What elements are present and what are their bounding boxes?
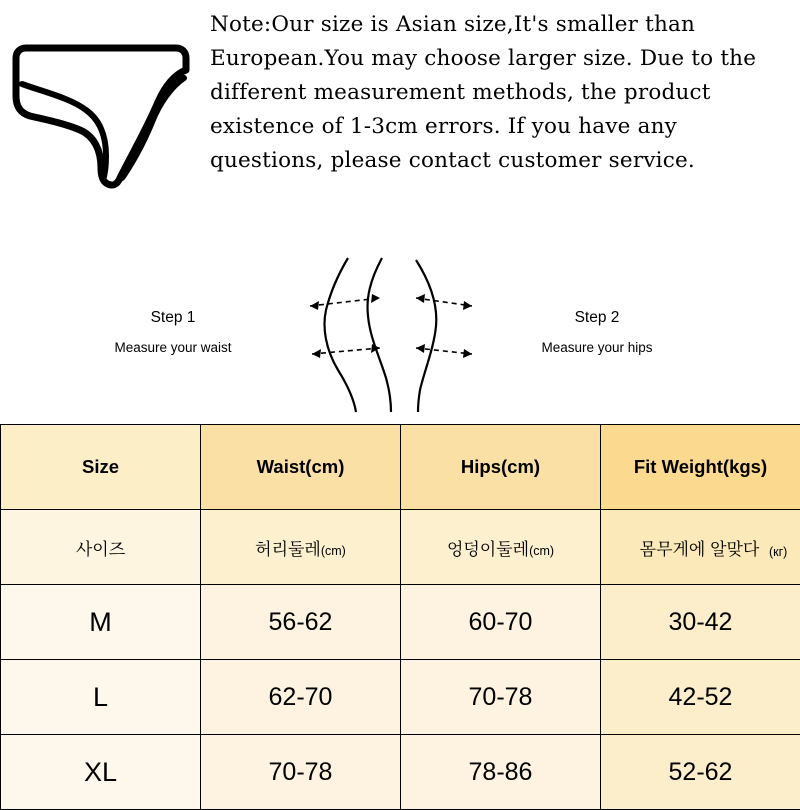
header-hips-ko-unit: (cm) <box>529 544 554 558</box>
cell-weight: 52-62 <box>601 735 800 810</box>
cell-size: M <box>1 585 201 660</box>
header-hips-ko <box>401 510 601 585</box>
table-header-row-ko <box>1 510 800 585</box>
cell-weight: 42-52 <box>601 660 800 735</box>
header-fit-weight-ko-text: 몸무게에 알맞다 <box>640 540 760 559</box>
table-row <box>1 660 800 735</box>
cell-waist: 56-62 <box>201 585 401 660</box>
note-text: Note:Our size is Asian size,It's smaller than European.You may choose larger size. Due to the different measurement methods, the product existence of 1-3cm errors. If you have any questions, please contact customer service. <box>210 8 790 178</box>
step-2-title: Step 2 <box>482 308 712 328</box>
cell-waist: 70-78 <box>201 735 401 810</box>
header-size: Size <box>1 425 201 510</box>
header-waist-ko <box>201 510 401 585</box>
table-header-row-en <box>1 425 800 510</box>
header-hips: Hips(cm) <box>401 425 601 510</box>
cell-size: L <box>1 660 201 735</box>
step-1-subtitle: Measure your waist <box>58 338 288 358</box>
cell-weight: 30-42 <box>601 585 800 660</box>
table-row <box>1 585 800 660</box>
step-1 <box>58 308 288 358</box>
cell-size: XL <box>1 735 201 810</box>
step-2 <box>482 308 712 358</box>
table-row <box>1 735 800 810</box>
header-fit-weight-ko <box>601 510 800 585</box>
measure-steps-section <box>0 246 800 421</box>
cell-hips: 60-70 <box>401 585 601 660</box>
header-hips-ko-text: 엉덩이둘레 <box>447 540 529 559</box>
header-fit-weight-ko-wrap <box>640 535 762 560</box>
step-2-subtitle: Measure your hips <box>482 338 712 358</box>
cell-hips: 70-78 <box>401 660 601 735</box>
header-waist: Waist(cm) <box>201 425 401 510</box>
header-fit-weight: Fit Weight(kgs) <box>601 425 800 510</box>
header-waist-ko-unit: (cm) <box>321 544 346 558</box>
note-section <box>0 0 800 246</box>
size-table-wrapper <box>0 424 800 810</box>
header-waist-ko-text: 허리둘레 <box>255 540 321 559</box>
body-silhouette-diagram <box>296 254 486 414</box>
step-1-title: Step 1 <box>58 308 288 328</box>
header-fit-weight-ko-unit: (кг) <box>769 545 787 559</box>
underwear-icon <box>8 40 194 190</box>
cell-hips: 78-86 <box>401 735 601 810</box>
header-size-ko: 사이즈 <box>1 510 201 585</box>
cell-waist: 62-70 <box>201 660 401 735</box>
size-table <box>0 424 800 810</box>
